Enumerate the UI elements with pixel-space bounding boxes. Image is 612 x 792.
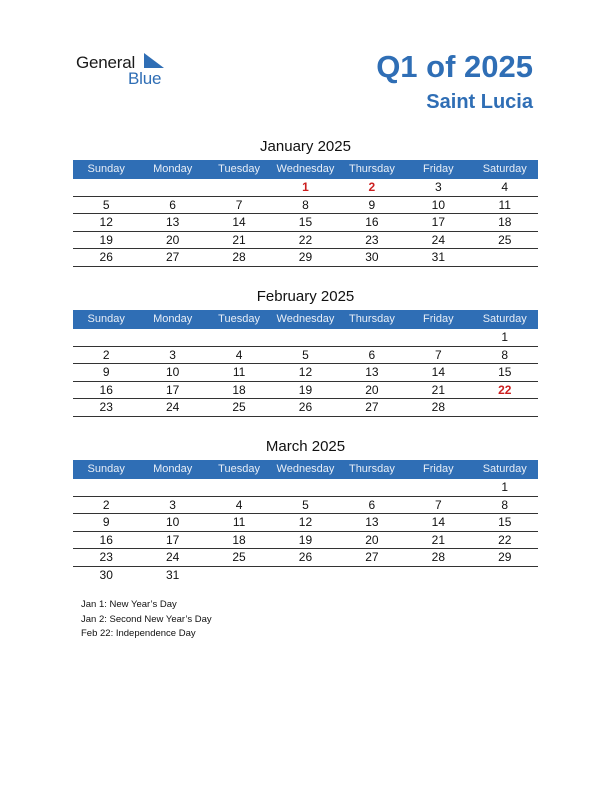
- week-row: [73, 532, 538, 550]
- day-cell: 8: [302, 197, 309, 212]
- day-cell: 6: [169, 197, 176, 212]
- day-cell: 31: [165, 567, 180, 582]
- empty-day-cell: [405, 479, 471, 496]
- empty-day-cell: [206, 567, 272, 585]
- week-row: [73, 249, 538, 267]
- day-cell: 10: [165, 365, 180, 379]
- weekday-header: Saturday: [482, 313, 527, 325]
- day-cell: 25: [232, 550, 246, 564]
- month-january: [73, 138, 538, 267]
- day-cell: 17: [431, 215, 445, 229]
- weekday-header: Wednesday: [276, 463, 335, 475]
- day-cell: 27: [365, 550, 379, 564]
- week-row: [73, 347, 538, 365]
- week-row: [73, 179, 538, 197]
- week-row: [73, 497, 538, 515]
- empty-day-cell: [73, 329, 139, 346]
- day-cell: 14: [431, 515, 445, 529]
- day-cell: 1: [501, 480, 509, 494]
- day-cell: 28: [431, 400, 445, 414]
- weekday-header: Saturday: [482, 163, 527, 175]
- day-cell: 10: [431, 197, 445, 212]
- day-cell: 16: [99, 382, 113, 397]
- weekday-header-row: [73, 160, 538, 179]
- day-cell: 11: [498, 197, 511, 212]
- day-cell: 1: [302, 180, 309, 194]
- day-cell: 2: [102, 497, 110, 512]
- weekday-header: Monday: [153, 163, 193, 175]
- week-row: [73, 382, 538, 400]
- day-cell: 2: [102, 347, 110, 362]
- day-cell: 15: [498, 365, 512, 379]
- empty-day-cell: [73, 479, 139, 496]
- day-cell: 26: [298, 550, 313, 564]
- empty-day-cell: [339, 329, 405, 346]
- day-cell: 24: [165, 550, 180, 564]
- day-cell: 27: [365, 400, 379, 414]
- day-cell: 3: [169, 497, 176, 512]
- weekday-header: Thursday: [348, 313, 395, 325]
- day-cell: 4: [235, 497, 243, 512]
- day-cell: 20: [365, 532, 379, 547]
- week-row: [73, 364, 538, 382]
- week-row: [73, 232, 538, 250]
- day-cell: 15: [498, 515, 512, 529]
- empty-day-cell: [206, 179, 272, 196]
- day-cell: 16: [365, 215, 379, 229]
- day-cell: 14: [232, 215, 246, 229]
- weekday-header: Tuesday: [218, 463, 260, 475]
- day-cell: 27: [165, 250, 180, 264]
- day-cell: 23: [365, 232, 379, 247]
- generalblue-logo: [76, 52, 176, 88]
- day-cell: 12: [298, 365, 313, 379]
- day-cell: 9: [368, 197, 376, 212]
- week-row: [73, 329, 538, 347]
- day-cell: 30: [365, 250, 379, 264]
- day-cell: 24: [165, 400, 180, 414]
- day-cell: 28: [431, 550, 445, 564]
- empty-day-cell: [405, 329, 471, 346]
- empty-day-cell: [206, 479, 272, 496]
- week-row: [73, 197, 538, 215]
- day-cell: 31: [431, 250, 445, 264]
- page-title: Q1 of 2025: [376, 49, 533, 84]
- week-row: [73, 399, 538, 417]
- day-cell: 12: [298, 515, 313, 529]
- day-cell: 18: [498, 215, 512, 229]
- day-cell: 19: [298, 382, 313, 397]
- day-cell: 8: [501, 347, 509, 362]
- day-cell: 4: [501, 180, 509, 194]
- holiday-note: Jan 1: New Year’s Day: [81, 599, 177, 610]
- empty-day-cell: [472, 399, 538, 416]
- weekday-header: Wednesday: [276, 313, 335, 325]
- day-cell: 6: [368, 497, 376, 512]
- day-cell: 7: [235, 197, 243, 212]
- weekday-header: Thursday: [348, 163, 395, 175]
- logo-word-blue: Blue: [128, 69, 162, 88]
- day-cell: 11: [232, 515, 246, 529]
- day-cell: 26: [298, 400, 313, 414]
- week-row: [73, 567, 538, 585]
- day-cell: 5: [302, 347, 309, 362]
- weekday-header: Friday: [423, 313, 454, 325]
- day-cell: 19: [99, 232, 113, 247]
- weekday-header: Friday: [423, 463, 454, 475]
- day-cell: 24: [431, 232, 445, 247]
- day-cell: 16: [99, 532, 113, 547]
- day-cell: 20: [365, 382, 379, 397]
- day-cell: 3: [169, 347, 176, 362]
- day-cell: 25: [498, 232, 512, 247]
- weekday-header: Tuesday: [218, 313, 260, 325]
- day-cell: 22: [498, 532, 512, 547]
- empty-day-cell: [339, 479, 405, 496]
- day-cell: 12: [99, 215, 113, 229]
- day-cell: 13: [165, 215, 180, 229]
- country-name: Saint Lucia: [426, 91, 533, 113]
- day-cell: 30: [99, 567, 113, 582]
- day-cell: 29: [498, 550, 512, 564]
- day-cell: 5: [302, 497, 309, 512]
- weekday-header: Monday: [153, 313, 193, 325]
- day-cell: 23: [99, 550, 113, 564]
- day-cell: 9: [102, 515, 110, 529]
- day-cell: 23: [99, 400, 113, 414]
- empty-day-cell: [272, 479, 338, 496]
- day-cell: 4: [235, 347, 243, 362]
- month-march: [73, 438, 538, 584]
- day-cell: 21: [431, 382, 445, 397]
- day-cell: 19: [298, 532, 313, 547]
- day-cell: 18: [232, 382, 246, 397]
- weekday-header: Tuesday: [218, 163, 260, 175]
- empty-day-cell: [405, 567, 471, 585]
- day-cell: 5: [102, 197, 110, 212]
- holiday-note: Jan 2: Second New Year’s Day: [81, 613, 212, 625]
- empty-day-cell: [272, 329, 338, 346]
- day-cell: 17: [165, 382, 180, 397]
- day-cell: 9: [102, 365, 110, 379]
- day-cell: 17: [165, 532, 180, 547]
- empty-day-cell: [73, 179, 139, 196]
- logo-triangle-icon: [144, 53, 164, 68]
- week-row: [73, 514, 538, 532]
- empty-day-cell: [139, 179, 205, 196]
- day-cell: 2: [368, 180, 376, 194]
- weekday-header: Thursday: [348, 463, 395, 475]
- empty-day-cell: [206, 329, 272, 346]
- month-title: February 2025: [256, 288, 355, 305]
- day-cell: 6: [368, 347, 376, 362]
- weekday-header: Monday: [153, 463, 193, 475]
- empty-day-cell: [139, 479, 205, 496]
- day-cell: 13: [365, 365, 379, 379]
- weekday-header-row: [73, 460, 538, 479]
- month-title: March 2025: [265, 438, 346, 455]
- day-cell: 22: [298, 232, 313, 247]
- day-cell: 3: [434, 180, 442, 194]
- weekday-header: Friday: [423, 163, 454, 175]
- day-cell: 18: [232, 532, 246, 547]
- day-cell: 1: [501, 330, 509, 344]
- day-cell: 8: [501, 497, 509, 512]
- day-cell: 11: [232, 365, 246, 379]
- empty-day-cell: [472, 567, 538, 585]
- day-cell: 14: [431, 365, 445, 379]
- weekday-header: Sunday: [87, 463, 125, 475]
- week-row: [73, 549, 538, 567]
- empty-day-cell: [339, 567, 405, 585]
- day-cell: 25: [232, 400, 246, 414]
- day-cell: 7: [434, 347, 442, 362]
- weekday-header-row: [73, 310, 538, 329]
- day-cell: 26: [99, 250, 113, 264]
- holiday-note: Feb 22: Independence Day: [81, 628, 196, 639]
- week-row: [73, 479, 538, 497]
- empty-day-cell: [472, 249, 538, 266]
- weekday-header: Sunday: [87, 313, 125, 325]
- day-cell: 21: [431, 532, 445, 547]
- week-row: [73, 214, 538, 232]
- weekday-header: Sunday: [87, 163, 125, 175]
- day-cell: 13: [365, 515, 379, 529]
- day-cell: 10: [165, 515, 180, 529]
- holiday-notes: [81, 598, 212, 642]
- empty-day-cell: [272, 567, 338, 585]
- day-cell: 20: [165, 232, 180, 247]
- weekday-header: Saturday: [482, 463, 527, 475]
- day-cell: 22: [498, 382, 512, 397]
- day-cell: 7: [434, 497, 442, 512]
- month-february: [73, 288, 538, 417]
- weekday-header: Wednesday: [276, 163, 335, 175]
- empty-day-cell: [139, 329, 205, 346]
- day-cell: 21: [232, 232, 246, 247]
- logo-word-general: General: [76, 53, 136, 72]
- month-title: January 2025: [260, 138, 351, 155]
- day-cell: 29: [298, 250, 313, 264]
- day-cell: 28: [232, 250, 246, 264]
- day-cell: 15: [298, 215, 313, 229]
